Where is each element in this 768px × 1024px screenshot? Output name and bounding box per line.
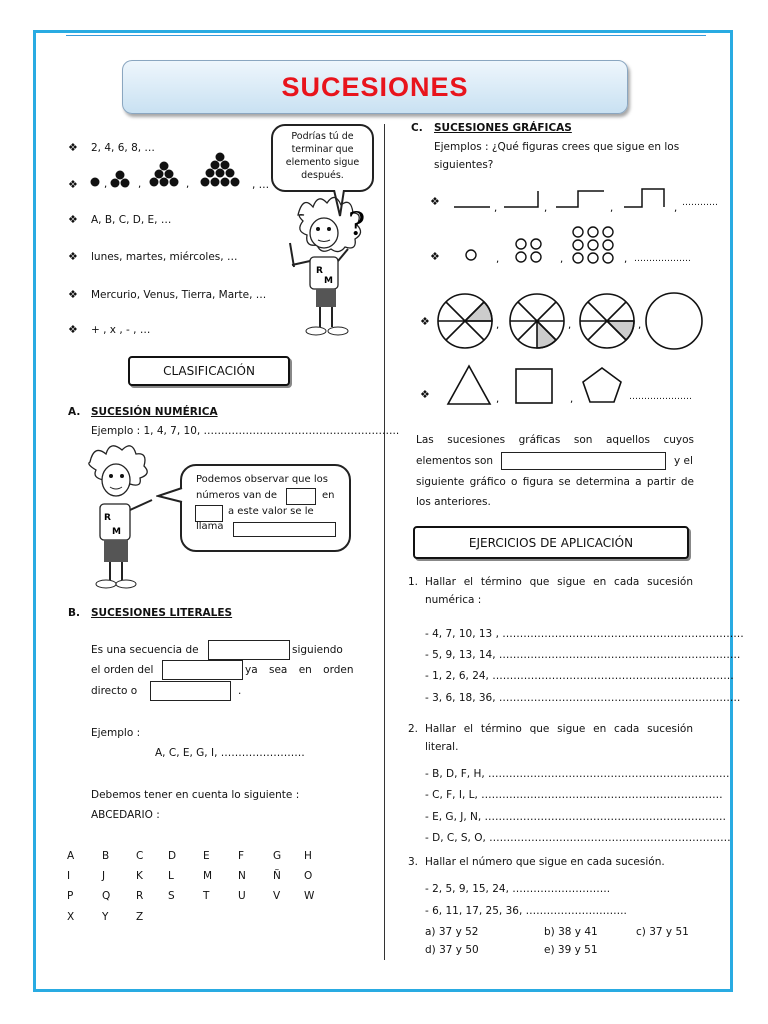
alphabet-letter: B <box>102 850 110 862</box>
alphabet-letter: K <box>136 870 143 882</box>
polygons-figure <box>440 362 630 410</box>
alphabet-letter: Z <box>136 911 144 923</box>
option-a: a) 37 y 52 <box>425 926 479 938</box>
q2-item: - B, D, F, H, …………………………………………………………… <box>425 768 730 780</box>
svg-text:,: , <box>138 179 142 190</box>
page-title: SUCESIONES <box>281 71 469 102</box>
svg-text:,: , <box>570 394 574 405</box>
list-item: 2, 4, 6, 8, … <box>91 142 155 154</box>
section-c-title: SUCESIONES GRÁFICAS <box>434 122 572 134</box>
dot-triangles-figure <box>86 150 276 192</box>
blank-box[interactable] <box>286 488 316 505</box>
bullet-diamond: ❖ <box>420 315 430 328</box>
b-line-1a: Es una secuencia de <box>91 644 199 656</box>
alphabet-letter: V <box>273 890 281 902</box>
debemos-text: Debemos tener en cuenta lo siguiente : <box>91 789 300 801</box>
bullet-diamond: ❖ <box>68 288 78 301</box>
speech-line-3: a este valor se le <box>228 506 314 517</box>
top-rule <box>66 35 706 36</box>
c-intro-1: Ejemplos : ¿Qué figuras crees que sigue en los <box>434 141 680 153</box>
svg-text:,: , <box>610 203 614 213</box>
alphabet-letter: N <box>238 870 246 882</box>
alphabet-letter: S <box>168 890 175 902</box>
bullet-diamond: ❖ <box>430 250 440 263</box>
def-line-2a: elementos son <box>416 455 494 467</box>
circles-tail: ………………. <box>634 254 691 264</box>
q1-line-2: numérica : <box>425 594 482 606</box>
b-line-3a: directo o <box>91 685 138 697</box>
def-line-4: los anteriores. <box>416 496 491 508</box>
alphabet-letter: D <box>168 850 177 862</box>
abecedario-label: ABCEDARIO : <box>91 809 160 821</box>
svg-text:,: , <box>544 203 548 213</box>
svg-text:,: , <box>494 203 498 213</box>
alphabet-letter: Q <box>102 890 111 902</box>
svg-text:,: , <box>638 320 642 331</box>
alphabet-letter: I <box>67 870 71 882</box>
c-intro-2: siguientes? <box>434 159 494 171</box>
alphabet-letter: Y <box>102 911 109 923</box>
circle-groups-figure <box>452 222 632 270</box>
speech-line-2b: en <box>322 490 335 501</box>
q2-number: 2. <box>408 723 419 735</box>
alphabet-letter: A <box>67 850 75 862</box>
option-c: c) 37 y 51 <box>636 926 689 938</box>
clasificacion-heading <box>128 356 290 386</box>
dots-trailing: , … <box>252 179 270 191</box>
def-line-2b: y el <box>674 455 693 467</box>
b-example: A, C, E, G, I, …………………… <box>155 747 305 759</box>
svg-text:,: , <box>560 254 564 265</box>
section-a-letter: A. <box>68 406 81 418</box>
svg-text:,: , <box>496 254 500 265</box>
svg-text:R: R <box>316 266 323 276</box>
alphabet-letter: F <box>238 850 245 862</box>
alphabet-letter: T <box>203 890 210 902</box>
q3-line-1: Hallar el número que sigue en cada sucesión. <box>425 856 665 868</box>
q1-item: - 5, 9, 13, 14, …………………………………………………………… <box>425 649 741 661</box>
def-line-1: Las sucesiones gráficas son aquellos cuyos <box>416 434 694 446</box>
alphabet-letter: E <box>203 850 210 862</box>
svg-text:,: , <box>674 203 678 213</box>
alphabet-letter: O <box>304 870 313 882</box>
b-line-1b: siguiendo <box>292 644 343 656</box>
section-a-title: SUCESIÓN NUMÉRICA <box>91 406 218 418</box>
q2-item: - C, F, I, L, …………………………………………………………… <box>425 789 723 801</box>
option-d: d) 37 y 50 <box>425 944 479 956</box>
svg-text:M: M <box>324 276 333 286</box>
bullet-diamond: ❖ <box>68 250 78 263</box>
alphabet-letter: J <box>102 870 106 882</box>
cartoon-student-pointing <box>80 440 170 590</box>
alphabet-letter: U <box>238 890 246 902</box>
bullet-diamond: ❖ <box>68 213 78 226</box>
q2-item: - E, G, J, N, …………………………………………………………… <box>425 811 727 823</box>
alphabet-letter: R <box>136 890 144 902</box>
cartoon-student-thinking <box>278 195 388 345</box>
alphabet-letter: P <box>67 890 74 902</box>
shapes-tail: ………………… <box>629 392 692 402</box>
alphabet-letter: W <box>304 890 315 902</box>
svg-text:,: , <box>104 179 108 190</box>
q1-line-1: Hallar el término que sigue en cada sucesión <box>425 576 693 588</box>
speech-line-2a: números van de <box>196 490 278 501</box>
b-line-2a: el orden del <box>91 664 154 676</box>
option-e: e) 39 y 51 <box>544 944 598 956</box>
thought-bubble <box>271 124 374 192</box>
bullet-diamond: ❖ <box>68 141 78 154</box>
bullet-diamond: ❖ <box>430 195 440 208</box>
blank-box[interactable] <box>208 640 290 660</box>
b-line-3b: . <box>238 685 242 697</box>
list-item: lunes, martes, miércoles, … <box>91 251 238 263</box>
option-b: b) 38 y 41 <box>544 926 598 938</box>
q2-line-1: Hallar el término que sigue en cada sucesión <box>425 723 693 735</box>
list-item: A, B, C, D, E, … <box>91 214 172 226</box>
divided-circles-figure <box>434 290 704 352</box>
q3-item: - 6, 11, 17, 25, 36, ……………………….. <box>425 905 627 917</box>
svg-text:,: , <box>624 254 628 265</box>
b-line-2b: ya sea en orden <box>245 664 354 676</box>
svg-text:,: , <box>496 320 500 331</box>
svg-text:R: R <box>104 513 111 523</box>
blank-box[interactable] <box>162 660 243 680</box>
alphabet-letter: L <box>168 870 174 882</box>
clasificacion-label: CLASIFICACIÓN <box>163 364 255 378</box>
steps-tail: ………… <box>682 198 718 208</box>
thought-bubble-text: Podrías tú de terminar que elemento sigue después. <box>285 131 360 181</box>
q1-number: 1. <box>408 576 419 588</box>
speech-line-4: llama <box>196 521 224 532</box>
section-a-example: Ejemplo : 1, 4, 7, 10, ……………………………………………….. <box>91 425 400 437</box>
alphabet-letter: M <box>203 870 213 882</box>
speech-bubble-tail <box>156 486 186 506</box>
section-b-title: SUCESIONES LITERALES <box>91 607 233 619</box>
bullet-diamond: ❖ <box>420 388 430 401</box>
bullet-diamond: ❖ <box>68 178 78 191</box>
bullet-diamond: ❖ <box>68 323 78 336</box>
step-lines-figure <box>452 183 682 213</box>
alphabet-letter: X <box>67 911 75 923</box>
q1-item: - 4, 7, 10, 13 , …………………………………………………………… <box>425 628 744 640</box>
svg-text:M: M <box>112 527 121 537</box>
ejemplo-label: Ejemplo : <box>91 727 141 739</box>
list-item: Mercurio, Venus, Tierra, Marte, … <box>91 289 267 301</box>
q1-item: - 1, 2, 6, 24, …………………………………………………………… <box>425 670 734 682</box>
svg-text:,: , <box>186 179 190 190</box>
q2-item: - D, C, S, O, …………………………………………………………… <box>425 832 731 844</box>
svg-text:,: , <box>496 394 500 405</box>
section-b-letter: B. <box>68 607 80 619</box>
title-banner <box>122 60 628 114</box>
list-item: + , x , - , … <box>91 324 151 336</box>
speech-line-1: Podemos observar que los <box>196 474 328 485</box>
def-line-3: siguiente gráfico o figura se determina a partir de <box>416 476 694 488</box>
alphabet-letter: H <box>304 850 312 862</box>
q1-item: - 3, 6, 18, 36, …………………………………………………………… <box>425 692 741 704</box>
ejercicios-label: EJERCICIOS DE APLICACIÓN <box>468 535 634 550</box>
blank-box[interactable] <box>501 452 666 470</box>
svg-text:?: ? <box>348 205 366 243</box>
alphabet-letter: G <box>273 850 282 862</box>
q3-number: 3. <box>408 856 419 868</box>
alphabet-letter: Ñ <box>273 870 281 882</box>
q2-line-2: literal. <box>425 741 459 753</box>
blank-box[interactable] <box>150 681 231 701</box>
svg-text:,: , <box>568 320 572 331</box>
ejercicios-heading <box>413 526 689 559</box>
section-c-letter: C. <box>411 122 423 134</box>
blank-box[interactable] <box>233 522 336 537</box>
alphabet-letter: C <box>136 850 144 862</box>
q3-item: - 2, 5, 9, 15, 24, ………………………. <box>425 883 611 895</box>
